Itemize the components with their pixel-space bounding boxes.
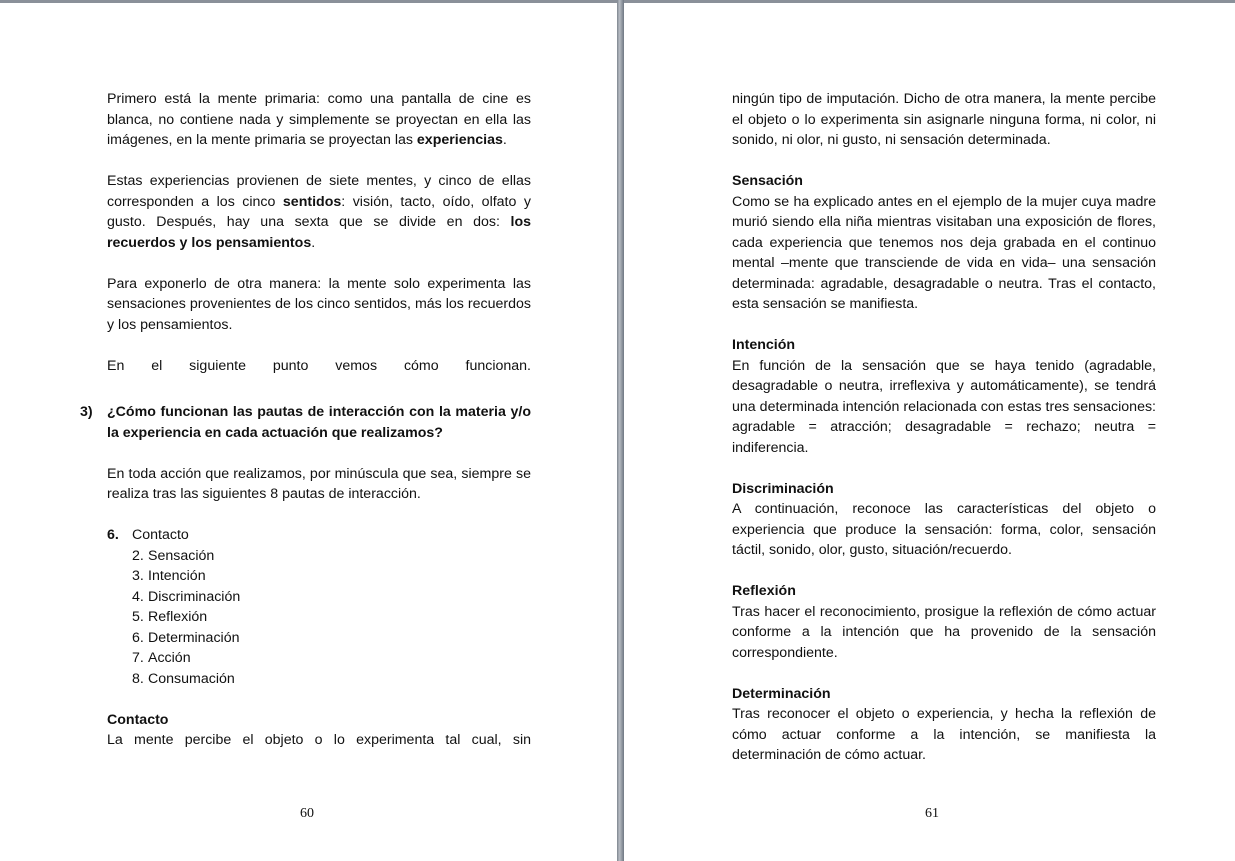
right-page-text-column [732, 89, 1156, 766]
list-item [107, 648, 531, 669]
interaction-steps-list [107, 525, 531, 689]
bold-term-sentidos: sentidos [282, 193, 342, 210]
paragraph-seven-minds [107, 171, 531, 253]
left-page-text-column [80, 89, 531, 751]
text-run: Primero está la mente primaria: como una pantalla de cine es blanca, no contiene nada y simplemente se proyectan en ella las imágenes, en la mente primaria se proyectan las [107, 91, 531, 148]
list-item [107, 566, 531, 587]
paragraph-intro-continued: ningún tipo de imputación. Dicho de otra manera, la mente percibe el objeto o lo experimenta sin asignarle ninguna forma, ni color, ni sonido, ni olor, ni gusto, ni sensación determinada. [732, 91, 1156, 148]
list-item-number: 7. [132, 650, 144, 666]
list-item [107, 628, 531, 649]
list-item-label: Consumación [148, 670, 235, 687]
list-item-label: Reflexión [148, 609, 208, 625]
paragraph-every-action: En toda acción que realizamos, por minúscula que sea, siempre se realiza tras las siguientes 8 pautas de interacción. [107, 465, 531, 502]
text-run: . [502, 132, 507, 148]
list-item-number: 2. [132, 547, 144, 564]
paragraph-determinacion: Tras reconocer el objeto o experiencia, y hecha la reflexión de cómo actuar conforme a la intención, se manifiesta la determinación de cómo actuar. [732, 706, 1156, 763]
bold-term-recuerdos: los recuerdos y los pensamientos [107, 214, 531, 251]
list-item-number: 3. [132, 568, 144, 584]
list-item-number: 6. [132, 629, 144, 646]
section-heading-sensacion: Sensación [732, 173, 803, 189]
paragraph-primary-mind [107, 89, 531, 151]
list-item [107, 587, 531, 608]
paragraph-intencion: En función de la sensación que se haya tenido (agradable, desagradable o neutra, irreflexiva y automáticamente), se tendrá una determinada intención relacionada con estas tres sensaciones: agradable = atracción; desagradable = rechazo; neutra = indiferencia. [732, 357, 1156, 456]
section-heading-contacto: Contacto [107, 711, 169, 728]
list-item-number: 6. [107, 527, 119, 543]
list-item-label: Determinación [148, 629, 240, 646]
list-item-number: 4. [132, 588, 144, 605]
text-run: : visión, tacto, oído, olfato y gusto. Después, hay una sexta que se divide en dos: [107, 193, 531, 230]
list-item-label: Acción [148, 650, 191, 666]
section-heading-determinacion: Determinación [732, 685, 831, 702]
list-item [107, 607, 531, 628]
paragraph-discriminacion: A continuación, reconoce las características del objeto o experiencia que produce la sensación: forma, color, sensación táctil, sonido, olor, gusto, situación/recuerdo. [732, 501, 1156, 558]
list-item [107, 546, 531, 567]
paragraph-contacto: La mente percibe el objeto o lo experimenta tal cual, sin [107, 732, 531, 748]
section-heading-intencion: Intención [732, 337, 796, 353]
paragraph-next-point: En el siguiente punto vemos cómo funcionan. [107, 357, 531, 374]
text-run: Estas experiencias provienen de siete mentes, y cinco de ellas corresponden a los cinco [107, 173, 531, 210]
page-number-right: 61 [925, 806, 939, 821]
paragraph-sensacion: Como se ha explicado antes en el ejemplo de la mujer cuya madre murió siendo ella niña mientras visitaban una exposición de flores, cada experiencia que tenemos nos deja grabada en el continuo mental –mente que transciende de vida en vida– una sensación determinada: agradable, desagradable o neutra. Tras el contacto, esta sensación se manifiesta. [732, 193, 1156, 312]
list-item-number: 8. [132, 670, 144, 687]
list-item-label: Sensación [148, 547, 215, 564]
question-number: 3) [80, 404, 93, 420]
question-text: ¿Cómo funcionan las pautas de interacción con la materia y/o la experiencia en cada actuación que realizamos? [107, 404, 531, 441]
page-number-left: 60 [300, 806, 314, 821]
list-item-label: Contacto [132, 527, 189, 543]
section-heading-discriminacion: Discriminación [732, 480, 834, 497]
list-item-label: Discriminación [148, 588, 241, 605]
right-page [624, 0, 1235, 861]
text-run: . [311, 234, 316, 251]
list-item [107, 669, 531, 690]
list-item-label: Intención [148, 568, 206, 584]
paragraph-reflexion: Tras hacer el reconocimiento, prosigue la reflexión de cómo actuar conforme a la intención que ha provenido de la sensación correspondiente. [732, 603, 1156, 661]
list-item-number: 5. [132, 609, 144, 625]
question-heading [80, 402, 531, 443]
left-page [0, 0, 617, 861]
section-heading-reflexion: Reflexión [732, 583, 796, 599]
bold-term-experiencias: experiencias [416, 132, 503, 148]
book-spine-divider [617, 0, 624, 861]
list-item [107, 525, 531, 546]
paragraph-other-way: Para exponerlo de otra manera: la mente solo experimenta las sensaciones provenientes de los cinco sentidos, más los recuerdos y los pensamientos. [107, 275, 531, 333]
